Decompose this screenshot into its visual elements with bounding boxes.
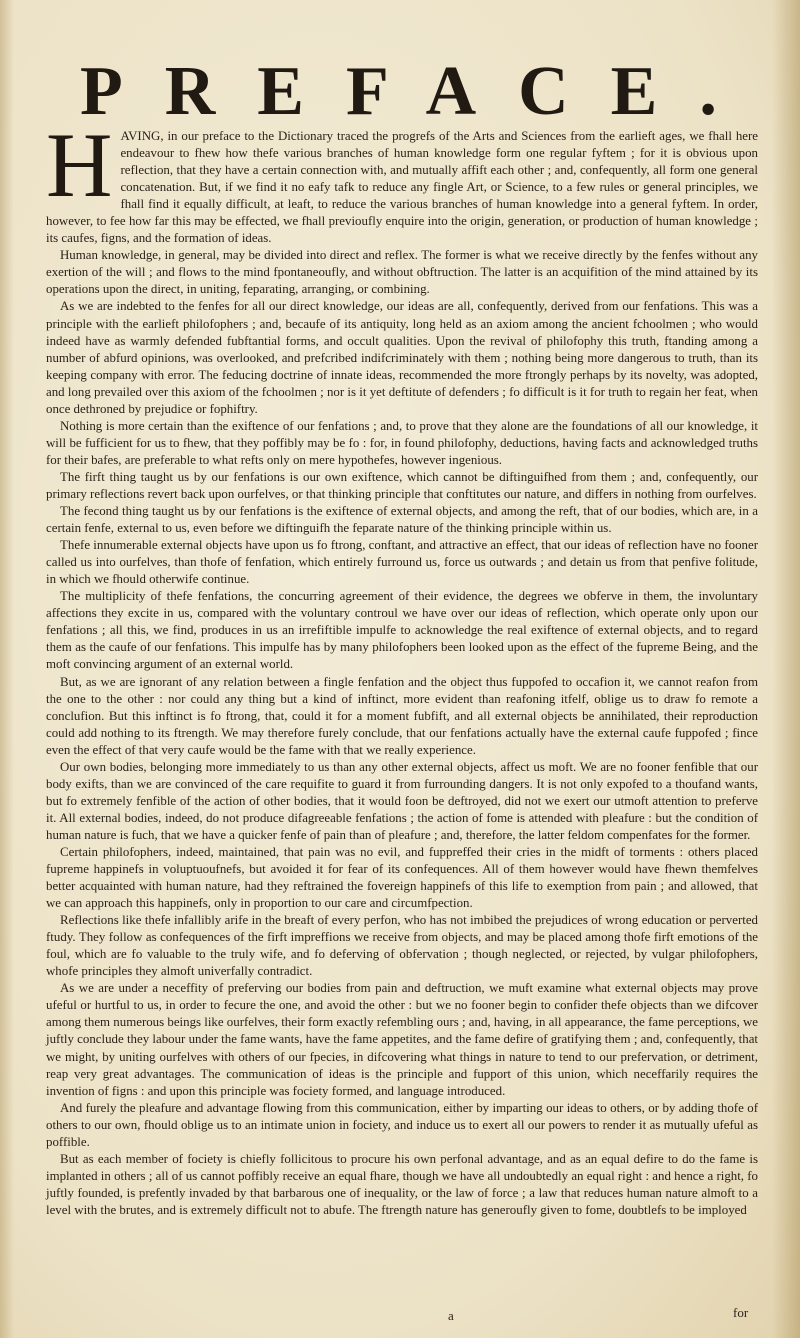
- page-edge-right: [772, 0, 800, 1338]
- signature-mark: a: [448, 1308, 454, 1323]
- paragraph-2: Human knowledge, in general, may be divided into direct and reflex. The former is what we receive directly by the fenfes without any exertion of the will ; and flows to the mind fpontaneoufly, and without obftruction. The latter is an acquifition of the mind attained by its operations upon the direct, in uniting, feparating, arranging, or combining.: [46, 248, 758, 297]
- paragraph-1: HAVING, in our preface to the Dictionary traced the progrefs of the Arts and Sciences from the earlieft ages, we fhall here endeavour to fhew how thefe various branches of human knowledge form one regular fyftem ; for it is obvious upon reflection, that they have a certain connection with, and mutually affift each other ; and, confequently, all form one general concatenation. But, if we find it no eafy tafk to reduce any fingle Art, or Science, to a few rules or general principles, we fhall find it equally difficult, at leaft, to reduce the various branches of human knowledge into a general fyftem. In order, however, to fee how far this may be effected, we fhall previoufly enquire into the origin, generation, or production of human knowledge ; its caufes, figns, and the formation of ideas.: [46, 114, 758, 246]
- paragraph-4: Nothing is more certain than the exiftence of our fenfations ; and, to prove that they alone are the foundations of all our knowledge, it will be fufficient for us to fhew, that they poffibly may be fo : for, in found philofophy, deductions, having facts and acknowledged truths for their bafes, are preferable to what refts only on mere hypothefes, however ingenious.: [46, 418, 758, 467]
- page-edge-left: [0, 0, 14, 1338]
- paragraph-12: Reflections like thefe infallibly arife in the breaft of every perfon, who has not imbibed the prejudices of wrong education or perverted ftudy. They follow as confequences of the firft impreffions we receive from objects, and may be placed among thofe firft emotions of the foul, which are fo valuable to the truly wife, and fo deferving of obfervation ; though neglected, or rejected, by vulgar philofophers, whofe principles they almoft univerfally contradict.: [46, 913, 758, 979]
- drop-cap: H: [46, 114, 113, 216]
- body-text: [46, 114, 758, 1219]
- paragraph-8: The multiplicity of thefe fenfations, the concurring agreement of their evidence, the degrees we obferve in them, the involuntary affections they excite in us, compared with the voluntary controul we have over our ideas of reflection, which operate only upon our fenfations ; all this, we find, produces in us an irrefiftible impulfe to acknowledge the real exiftence of external objects, and to regard them as the caufe of our fenfations. This impulfe has by many philofophers been looked upon as the effect of the fupreme Being, and the moft convincing argument of an external world.: [46, 589, 758, 672]
- paragraph-5: The firft thing taught us by our fenfations is our own exiftence, which cannot be diftinguifhed from them ; and, confequently, our primary reflections revert back upon ourfelves, or that thinking principle that conftitutes our nature, and differs in nothing from ourfelves.: [46, 469, 758, 501]
- paragraph-11: Certain philofophers, indeed, maintained, that pain was no evil, and fuppreffed their cries in the midft of torments : others placed fupreme happinefs in voluptuoufnefs, but avoided it for fear of its confequences. All of them however would have fhewn themfelves better acquainted with human nature, had they reftrained the fovereign happinefs of this life to exemption from pain ; and allowed, that we can approach this happinefs, only in proportion to our care and circumfpection.: [46, 844, 758, 911]
- paragraph-15: But as each member of fociety is chiefly follicitous to procure his own perfonal advantage, and as an equal defire to do the fame is implanted in others ; all of us cannot poffibly receive an equal fhare, though we have all undoubtedly an equal right : and hence a right, fo juftly founded, is prefently invaded by that barbarous one of inequality, or the law of force ; a law that reduces human nature almoft to a level with the brutes, and is extremely difficult not to abufe. The ftrength nature has generoufly given to fome, doubtlefs to be imployed: [46, 1151, 758, 1217]
- paragraph-10: Our own bodies, belonging more immediately to us than any other external objects, affect us moft. We are no fooner fenfible that our body exifts, than we are convinced of the care requifite to guard it from furrounding dangers. It is not only expofed to a thoufand wants, but fo extremely fenfible of the action of other bodies, that it would foon be deftroyed, did not we exert our utmoft attention to preferve it. All external bodies, indeed, do not produce difagreeable fenfations ; the action of fome is attended with pleafure : but the condition of human nature is fuch, that we have a quicker fenfe of pain than of pleafure ; and, therefore, the latter feldom compenfates for the former.: [46, 759, 758, 842]
- catchword: for: [733, 1305, 749, 1320]
- paragraph-14: And furely the pleafure and advantage flowing from this communication, either by imparting our ideas to others, or by adding thofe of others to our own, fhould oblige us to an intimate union in fociety, and induce us to exert all our powers to render it as mutually ufeful as poffible.: [46, 1100, 758, 1149]
- paragraph-13: As we are under a neceffity of preferving our bodies from pain and deftruction, we muft examine what external objects may prove ufeful or hurtful to us, in order to fecure the one, and avoid the other : but we no fooner begin to confider thefe objects than we difcover among them numerous beings like ourfelves, their form exactly refembling ours ; and, having, in all appearance, the fame perceptions, we juftly conclude they labour under the fame wants, have the fame appetites, and the fame defire of gratifying them ; and, confequently, that we might, by uniting ourfelves with others of our fpecies, in difcovering what things in nature to tend to our prefervation, or detriment, reap very great advantages. The communication of ideas is the principle and fupport of this union, which neceffarily requires the invention of figns : and upon this principle was fociety formed, and language introduced.: [46, 981, 758, 1098]
- paragraph-3: As we are indebted to the fenfes for all our direct knowledge, our ideas are all, confequently, derived from our fenfations. This was a principle with the earlieft philofophers ; and, becaufe of its antiquity, long held as an axiom among the ancient fchoolmen ; who would indeed have as warmly defended fubftantial forms, and occult qualities. Upon the revival of philofophy this truth, ftanding among a number of abfurd opinions, was overlooked, and prefcribed indifcriminately with them ; nothing being more dangerous to truth, than its keeping company with error. The feducing doctrine of innate ideas, recommended the more ftrongly perhaps by its novelty, was adopted, and long prevailed over this axiom of the fchoolmen ; nor is it yet deftitute of defenders ; fo difficult is it for truth to regain her feat, when once dethroned by prejudice or fophiftry.: [46, 299, 758, 416]
- paragraph-6: The fecond thing taught us by our fenfations is the exiftence of external objects, and among the reft, that of our bodies, which are, in a certain fenfe, external to us, even before we diftinguifh the feparate nature of the thinking principle within us.: [46, 504, 758, 536]
- paragraph-7: Thefe innumerable external objects have upon us fo ftrong, conftant, and attractive an effect, that our ideas of reflection have no fooner called us into ourfelves, than thofe of fenfation, which entirely furround us, force us outwards ; and detain us from that penfive folitude, in which we fhould otherwife continue.: [46, 538, 758, 587]
- paragraph-9: But, as we are ignorant of any relation between a fingle fenfation and the object thus fuppofed to occafion it, we cannot reafon from the one to the other : nor could any thing but a kind of inftinct, more evident than reafoning itfelf, oblige us to draw fo remote a conclufion. But this inftinct is fo ftrong, that, could it for a moment fubfift, and all external objects be annihilated, their reproduction could add nothing to its ftrength. We may therefore furely conclude, that our fenfations actually have the external caufe fuppofed ; fince even the effect of that very caufe would be the fame with that we really experience.: [46, 674, 758, 757]
- page-title: PREFACE.: [80, 53, 759, 130]
